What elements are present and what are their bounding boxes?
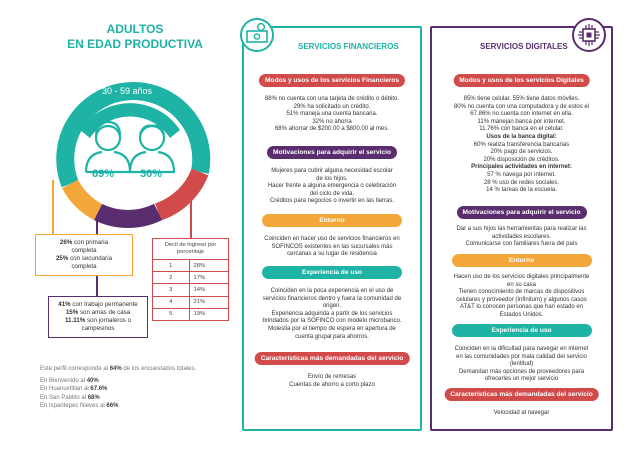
fin-section-title: Entorno [262, 214, 402, 227]
ring-orange [70, 184, 98, 212]
fin-section-text: Coinciden en hacer uso de servicios financieros en SOFINCOS existentes en las sucursales más cercanas a su lugar de residencia [264, 236, 400, 258]
table-row: 2 17% [153, 272, 228, 284]
table-row: 3 14% [153, 284, 228, 296]
fin-section-text: 88% no cuenta con una tarjeta de crédito o débito. 29% ha solicitado un crédito. 51% maneja una cuenta bancaria. 32% no ahorra 68% ahorrar de $200.00 a $800.00 al mes. [264, 96, 400, 133]
page-title: ADULTOS EN EDAD PRODUCTIVA [67, 22, 203, 51]
work-box: 41% con trabajo permanente 15% son amas de casa 11.11% son jornaleros o campesinos [48, 296, 148, 338]
dig-section-text: 85% tiene celular. 55% tiene datos móviles. 80% no cuenta con una computadora y de estos el 67.86% no cuenta con internet en ella. 11% manejan banca por internet. 11.76% con banca en el celular. Usos de la banca digital: 60% realiza transferencia bancarias 20% pago de servicios. 20% disposición de créditos. Principales actividades en internet: 57 % navega por internet. 28 % uso de redes sociales. 14 % tareas de la escuela. [453, 96, 590, 194]
dig-section-title: Entorno [452, 254, 592, 267]
footnote: Este perfil corresponde al 64% de los encuestados totales. En Bienvenido al 40% En Huanuxtitlan al 67.6% En San Pablito al 68% En Ixpantepec Nieves al 66% [40, 366, 197, 409]
dig-section-text: Coinciden en la dificultad para navegar en internet en las comunidades por mala calidad del servicio (lentitud) Demandan más opciones de proveedores para ofrecerles un mejor servicio [454, 346, 589, 383]
dig-section-title: Motivaciones para adquirir el servicio [457, 206, 587, 219]
decile-title: Decil de ingreso por porcentaje [164, 242, 217, 255]
fin-section-title: Modos y usos de los servicios Financieros [259, 74, 405, 87]
dig-section-title: Modos y usos de los servicios Digitales [453, 74, 590, 87]
women-percent: 69% [92, 168, 115, 180]
table-row: 5 19% [153, 308, 228, 320]
fin-section-title: Experiencia de uso [262, 266, 402, 279]
dig-section-text: Hacen uso de los servicios digitales principalmente en su casa Tienen conocimiento de marcas de dispositivos celulares y proveedor (Infinitum) y algunos casos AT&T lo conocen personas que han estado en Estados Unidos. [453, 274, 590, 318]
men-percent: 30% [140, 168, 163, 180]
ring-red [158, 172, 200, 212]
ring-purple [98, 212, 158, 219]
dig-section-text: Velocidad al navegar [493, 410, 550, 416]
age-range: 30 - 59 años [101, 86, 153, 96]
fin-section-text: Envío de remesas Cuentas de ahorro a corto plazo [289, 374, 375, 388]
fin-section-text: Mujeres para cubrir alguna necesidad escolar de los hijos. Hacer frente a alguna emergencia o celebración del ciclo de vida. Créditos para negocios o invertir en las tierras. [267, 168, 397, 205]
financial-services-panel [242, 26, 422, 431]
money-icon [240, 18, 274, 52]
fin-section-title: Motivaciones para adquirir el servicio [267, 146, 397, 159]
table-row: 4 21% [153, 296, 228, 308]
digital-panel-title: SERVICIOS DIGITALES [480, 42, 568, 51]
dig-section-text: Dar a sus hijos las herramientas para realizar las actividades escolares. Comunicarse con familiares fuera del país [456, 226, 587, 248]
financial-panel-title: SERVICIOS FINANCIEROS [298, 42, 399, 51]
table-row: 1 28% [153, 260, 228, 272]
fin-section-title: Características más demandadas del servicio [255, 352, 410, 365]
dig-section-title: Experiencia de uso [452, 324, 592, 337]
income-decile-table [152, 238, 229, 321]
chip-icon [572, 18, 606, 52]
education-box: 26% con primaria completa 25% con secundaria completa [35, 234, 133, 276]
fin-section-text: Coinciden en la poca experiencia en el uso de servicios financieros dentro y fuera la comunidad de origen. Experiencia adquirida a partir de los servicios brindados por la SOFINCO con modelo microbanco. Molestia por el tiempo de espera en apertura de cuenta grupal para ahorros. [262, 288, 402, 340]
digital-services-panel [430, 26, 613, 431]
dig-section-title: Características más demandadas del servicio [444, 388, 599, 401]
demographic-donut [40, 72, 220, 232]
